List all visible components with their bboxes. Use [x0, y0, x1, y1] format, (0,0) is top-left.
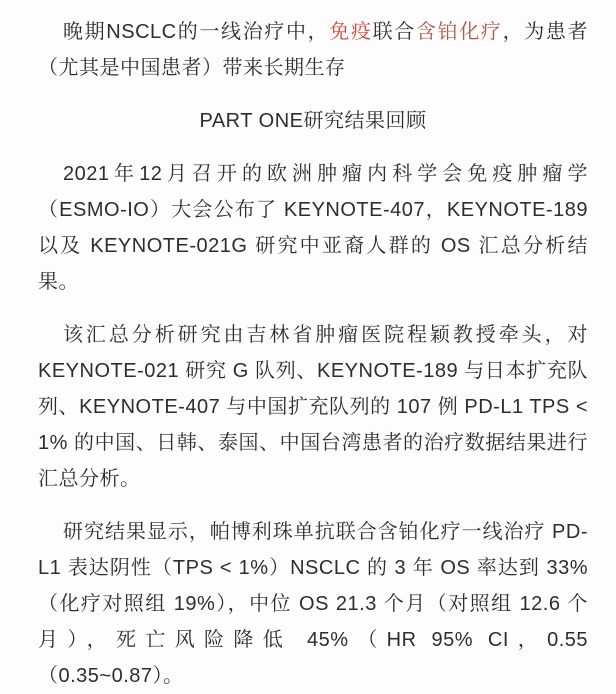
intro-text-tail: ，为患者（尤其是中国患者）带来长期生存: [38, 21, 589, 79]
intro-paragraph: [38, 14, 588, 86]
intro-highlight-platinum-chemo: 含铂化疗: [415, 21, 503, 43]
intro-highlight-immunotherapy: 免疫: [329, 21, 373, 43]
paragraph-pooled-analysis-cohorts: 该汇总分析研究由吉林省肿瘤医院程颖教授牵头，对 KEYNOTE-021 研究 G 队列、KEYNOTE-189 与日本扩充队列、KEYNOTE-407 与中国扩充队列的 107 例 PD-L1 TPS < 1% 的中国、日韩、泰国、中国台湾患者的治疗数据结果进行汇总分析。: [38, 324, 588, 490]
paragraph-study-results: 研究结果显示，帕博利珠单抗联合含铂化疗一线治疗 PD-L1 表达阴性（TPS < 1%）NSCLC 的 3 年 OS 率达到 33%（化疗对照组 19%），中位 OS 21.3 个月（对照组 12.6 个月），死亡风险降低 45%（HR 95% CI，0.55（0.35~0.87）。: [38, 521, 588, 687]
intro-text-combined: 联合: [372, 21, 416, 43]
intro-text-lead: 晚期NSCLC的一线治疗中，: [63, 21, 330, 43]
paragraph-esmo-announcement: 2021年12月召开的欧洲肿瘤内科学会免疫肿瘤学（ESMO-IO）大会公布了 KEYNOTE-407，KEYNOTE-189 以及 KEYNOTE-021G 研究中亚裔人群的 OS 汇总分析结果。: [38, 163, 588, 293]
section-heading-part-one: PART ONE研究结果回顾: [199, 110, 427, 132]
